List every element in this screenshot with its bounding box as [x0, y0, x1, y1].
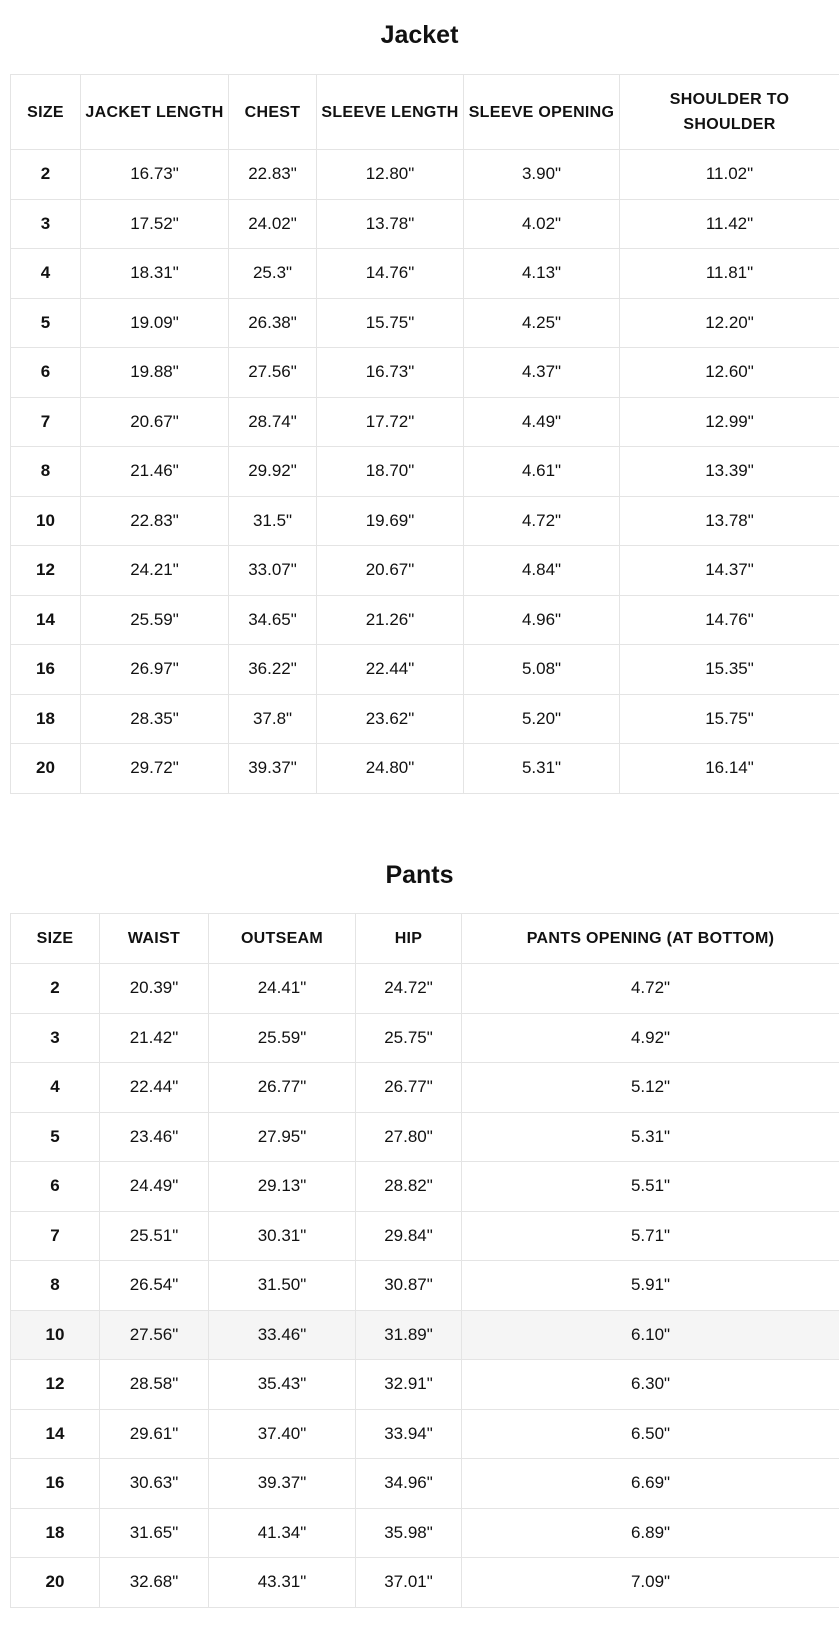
jacket-cell-chest: 31.5" [229, 496, 317, 546]
jacket-row-size-2 [11, 150, 839, 200]
pants-cell-pants-opening-at-bottom: 6.69" [462, 1459, 839, 1509]
jacket-cell-shoulder-to-shoulder: 12.20" [620, 298, 839, 348]
jacket-cell-sleeve-opening: 4.37" [464, 348, 620, 398]
pants-cell-outseam: 25.59" [209, 1013, 356, 1063]
pants-cell-waist: 20.39" [100, 964, 209, 1014]
pants-cell-pants-opening-at-bottom: 5.12" [462, 1063, 839, 1113]
pants-cell-pants-opening-at-bottom: 5.51" [462, 1162, 839, 1212]
jacket-cell-shoulder-to-shoulder: 12.99" [620, 397, 839, 447]
pants-cell-waist: 29.61" [100, 1409, 209, 1459]
jacket-cell-size: 3 [11, 199, 81, 249]
pants-row-size-20 [11, 1558, 839, 1608]
jacket-cell-size: 5 [11, 298, 81, 348]
pants-cell-hip: 34.96" [356, 1459, 462, 1509]
pants-cell-size: 2 [11, 964, 100, 1014]
pants-cell-outseam: 39.37" [209, 1459, 356, 1509]
jacket-cell-chest: 24.02" [229, 199, 317, 249]
jacket-cell-sleeve-length: 23.62" [317, 694, 464, 744]
pants-cell-waist: 24.49" [100, 1162, 209, 1212]
pants-cell-pants-opening-at-bottom: 6.10" [462, 1310, 839, 1360]
jacket-cell-sleeve-length: 13.78" [317, 199, 464, 249]
pants-cell-hip: 35.98" [356, 1508, 462, 1558]
jacket-cell-sleeve-opening: 4.13" [464, 249, 620, 299]
jacket-row-size-10 [11, 496, 839, 546]
jacket-cell-chest: 34.65" [229, 595, 317, 645]
jacket-cell-jacket-length: 24.21" [81, 546, 229, 596]
pants-cell-outseam: 33.46" [209, 1310, 356, 1360]
jacket-cell-sleeve-opening: 4.61" [464, 447, 620, 497]
pants-row-size-12 [11, 1360, 839, 1410]
pants-cell-hip: 29.84" [356, 1211, 462, 1261]
jacket-header-sleeve-opening: SLEEVE OPENING [464, 75, 620, 150]
pants-header-row [11, 914, 839, 964]
pants-row-size-4 [11, 1063, 839, 1113]
jacket-cell-shoulder-to-shoulder: 12.60" [620, 348, 839, 398]
pants-cell-pants-opening-at-bottom: 4.72" [462, 964, 839, 1014]
pants-row-size-8 [11, 1261, 839, 1311]
jacket-cell-shoulder-to-shoulder: 16.14" [620, 744, 839, 794]
jacket-cell-sleeve-opening: 5.08" [464, 645, 620, 695]
pants-cell-waist: 21.42" [100, 1013, 209, 1063]
pants-cell-pants-opening-at-bottom: 5.31" [462, 1112, 839, 1162]
jacket-cell-chest: 25.3" [229, 249, 317, 299]
jacket-cell-sleeve-opening: 3.90" [464, 150, 620, 200]
pants-cell-size: 20 [11, 1558, 100, 1608]
jacket-cell-sleeve-length: 16.73" [317, 348, 464, 398]
pants-cell-waist: 22.44" [100, 1063, 209, 1113]
pants-cell-pants-opening-at-bottom: 6.50" [462, 1409, 839, 1459]
pants-cell-size: 5 [11, 1112, 100, 1162]
pants-cell-hip: 27.80" [356, 1112, 462, 1162]
pants-cell-outseam: 29.13" [209, 1162, 356, 1212]
pants-cell-outseam: 26.77" [209, 1063, 356, 1113]
jacket-row-size-8 [11, 447, 839, 497]
pants-cell-outseam: 24.41" [209, 964, 356, 1014]
pants-cell-size: 6 [11, 1162, 100, 1212]
pants-cell-outseam: 41.34" [209, 1508, 356, 1558]
jacket-cell-chest: 37.8" [229, 694, 317, 744]
jacket-cell-sleeve-length: 15.75" [317, 298, 464, 348]
pants-cell-size: 10 [11, 1310, 100, 1360]
jacket-cell-sleeve-length: 20.67" [317, 546, 464, 596]
jacket-cell-sleeve-length: 21.26" [317, 595, 464, 645]
jacket-row-size-14 [11, 595, 839, 645]
pants-cell-hip: 26.77" [356, 1063, 462, 1113]
pants-header-waist: WAIST [100, 914, 209, 964]
jacket-cell-chest: 39.37" [229, 744, 317, 794]
pants-cell-size: 3 [11, 1013, 100, 1063]
pants-cell-hip: 37.01" [356, 1558, 462, 1608]
pants-cell-pants-opening-at-bottom: 4.92" [462, 1013, 839, 1063]
jacket-cell-chest: 28.74" [229, 397, 317, 447]
jacket-header-jacket-length: JACKET LENGTH [81, 75, 229, 150]
jacket-row-size-6 [11, 348, 839, 398]
jacket-header-size: SIZE [11, 75, 81, 150]
pants-cell-waist: 31.65" [100, 1508, 209, 1558]
pants-row-size-10 [11, 1310, 839, 1360]
jacket-size-table [10, 74, 839, 794]
jacket-cell-jacket-length: 19.09" [81, 298, 229, 348]
jacket-cell-shoulder-to-shoulder: 14.76" [620, 595, 839, 645]
jacket-cell-sleeve-length: 14.76" [317, 249, 464, 299]
jacket-row-size-7 [11, 397, 839, 447]
jacket-cell-sleeve-length: 22.44" [317, 645, 464, 695]
pants-header-pants-opening-at-bottom: PANTS OPENING (AT BOTTOM) [462, 914, 839, 964]
jacket-cell-size: 12 [11, 546, 81, 596]
jacket-cell-chest: 27.56" [229, 348, 317, 398]
pants-header-outseam: OUTSEAM [209, 914, 356, 964]
jacket-cell-shoulder-to-shoulder: 13.39" [620, 447, 839, 497]
jacket-cell-sleeve-opening: 4.72" [464, 496, 620, 546]
pants-cell-pants-opening-at-bottom: 5.91" [462, 1261, 839, 1311]
pants-row-size-2 [11, 964, 839, 1014]
pants-row-size-7 [11, 1211, 839, 1261]
jacket-cell-size: 7 [11, 397, 81, 447]
pants-cell-pants-opening-at-bottom: 5.71" [462, 1211, 839, 1261]
jacket-cell-size: 2 [11, 150, 81, 200]
jacket-cell-sleeve-opening: 4.96" [464, 595, 620, 645]
jacket-cell-shoulder-to-shoulder: 11.81" [620, 249, 839, 299]
jacket-cell-chest: 36.22" [229, 645, 317, 695]
pants-cell-pants-opening-at-bottom: 7.09" [462, 1558, 839, 1608]
jacket-cell-size: 16 [11, 645, 81, 695]
jacket-header-sleeve-length: SLEEVE LENGTH [317, 75, 464, 150]
jacket-cell-size: 4 [11, 249, 81, 299]
pants-cell-waist: 25.51" [100, 1211, 209, 1261]
jacket-cell-sleeve-length: 12.80" [317, 150, 464, 200]
jacket-cell-sleeve-length: 18.70" [317, 447, 464, 497]
jacket-cell-size: 20 [11, 744, 81, 794]
jacket-cell-sleeve-opening: 4.25" [464, 298, 620, 348]
jacket-cell-jacket-length: 16.73" [81, 150, 229, 200]
jacket-cell-chest: 22.83" [229, 150, 317, 200]
pants-cell-size: 16 [11, 1459, 100, 1509]
pants-cell-size: 18 [11, 1508, 100, 1558]
pants-row-size-16 [11, 1459, 839, 1509]
pants-cell-size: 14 [11, 1409, 100, 1459]
jacket-cell-jacket-length: 19.88" [81, 348, 229, 398]
jacket-cell-jacket-length: 22.83" [81, 496, 229, 546]
pants-cell-size: 12 [11, 1360, 100, 1410]
jacket-row-size-12 [11, 546, 839, 596]
pants-cell-waist: 23.46" [100, 1112, 209, 1162]
jacket-header-shoulder-to-shoulder: SHOULDER TO SHOULDER [620, 75, 839, 150]
pants-cell-waist: 30.63" [100, 1459, 209, 1509]
pants-cell-hip: 31.89" [356, 1310, 462, 1360]
pants-cell-pants-opening-at-bottom: 6.89" [462, 1508, 839, 1558]
pants-row-size-18 [11, 1508, 839, 1558]
jacket-row-size-16 [11, 645, 839, 695]
pants-cell-hip: 24.72" [356, 964, 462, 1014]
pants-section-title: Pants [385, 861, 454, 889]
jacket-cell-jacket-length: 21.46" [81, 447, 229, 497]
jacket-row-size-18 [11, 694, 839, 744]
pants-cell-size: 4 [11, 1063, 100, 1113]
pants-cell-outseam: 35.43" [209, 1360, 356, 1410]
jacket-cell-shoulder-to-shoulder: 15.75" [620, 694, 839, 744]
pants-header-size: SIZE [11, 914, 100, 964]
jacket-row-size-5 [11, 298, 839, 348]
jacket-cell-jacket-length: 26.97" [81, 645, 229, 695]
jacket-cell-sleeve-length: 24.80" [317, 744, 464, 794]
jacket-cell-shoulder-to-shoulder: 13.78" [620, 496, 839, 546]
pants-row-size-3 [11, 1013, 839, 1063]
jacket-cell-jacket-length: 29.72" [81, 744, 229, 794]
jacket-cell-sleeve-opening: 5.20" [464, 694, 620, 744]
jacket-cell-jacket-length: 28.35" [81, 694, 229, 744]
jacket-cell-shoulder-to-shoulder: 14.37" [620, 546, 839, 596]
jacket-cell-sleeve-length: 19.69" [317, 496, 464, 546]
pants-cell-outseam: 30.31" [209, 1211, 356, 1261]
jacket-cell-chest: 29.92" [229, 447, 317, 497]
pants-cell-outseam: 27.95" [209, 1112, 356, 1162]
pants-row-size-5 [11, 1112, 839, 1162]
jacket-cell-jacket-length: 18.31" [81, 249, 229, 299]
pants-cell-size: 8 [11, 1261, 100, 1311]
pants-row-size-14 [11, 1409, 839, 1459]
pants-cell-hip: 30.87" [356, 1261, 462, 1311]
jacket-cell-sleeve-opening: 4.02" [464, 199, 620, 249]
pants-cell-hip: 33.94" [356, 1409, 462, 1459]
jacket-section-title: Jacket [380, 21, 459, 49]
pants-cell-outseam: 43.31" [209, 1558, 356, 1608]
jacket-header-chest: CHEST [229, 75, 317, 150]
jacket-cell-jacket-length: 25.59" [81, 595, 229, 645]
pants-row-size-6 [11, 1162, 839, 1212]
jacket-cell-jacket-length: 20.67" [81, 397, 229, 447]
pants-cell-waist: 28.58" [100, 1360, 209, 1410]
pants-cell-outseam: 31.50" [209, 1261, 356, 1311]
jacket-cell-chest: 33.07" [229, 546, 317, 596]
pants-cell-size: 7 [11, 1211, 100, 1261]
jacket-row-size-4 [11, 249, 839, 299]
pants-header-hip: HIP [356, 914, 462, 964]
pants-cell-outseam: 37.40" [209, 1409, 356, 1459]
jacket-cell-sleeve-length: 17.72" [317, 397, 464, 447]
jacket-cell-shoulder-to-shoulder: 11.42" [620, 199, 839, 249]
pants-cell-hip: 32.91" [356, 1360, 462, 1410]
jacket-cell-size: 10 [11, 496, 81, 546]
jacket-cell-size: 6 [11, 348, 81, 398]
jacket-cell-sleeve-opening: 5.31" [464, 744, 620, 794]
jacket-cell-size: 8 [11, 447, 81, 497]
jacket-cell-size: 14 [11, 595, 81, 645]
jacket-cell-shoulder-to-shoulder: 11.02" [620, 150, 839, 200]
jacket-cell-shoulder-to-shoulder: 15.35" [620, 645, 839, 695]
pants-cell-pants-opening-at-bottom: 6.30" [462, 1360, 839, 1410]
jacket-header-row [11, 75, 839, 150]
jacket-cell-sleeve-opening: 4.49" [464, 397, 620, 447]
pants-cell-waist: 26.54" [100, 1261, 209, 1311]
jacket-cell-sleeve-opening: 4.84" [464, 546, 620, 596]
pants-cell-hip: 28.82" [356, 1162, 462, 1212]
pants-cell-waist: 27.56" [100, 1310, 209, 1360]
jacket-cell-chest: 26.38" [229, 298, 317, 348]
jacket-row-size-3 [11, 199, 839, 249]
pants-size-table [10, 913, 839, 1608]
jacket-cell-jacket-length: 17.52" [81, 199, 229, 249]
pants-cell-waist: 32.68" [100, 1558, 209, 1608]
pants-cell-hip: 25.75" [356, 1013, 462, 1063]
jacket-row-size-20 [11, 744, 839, 794]
jacket-cell-size: 18 [11, 694, 81, 744]
